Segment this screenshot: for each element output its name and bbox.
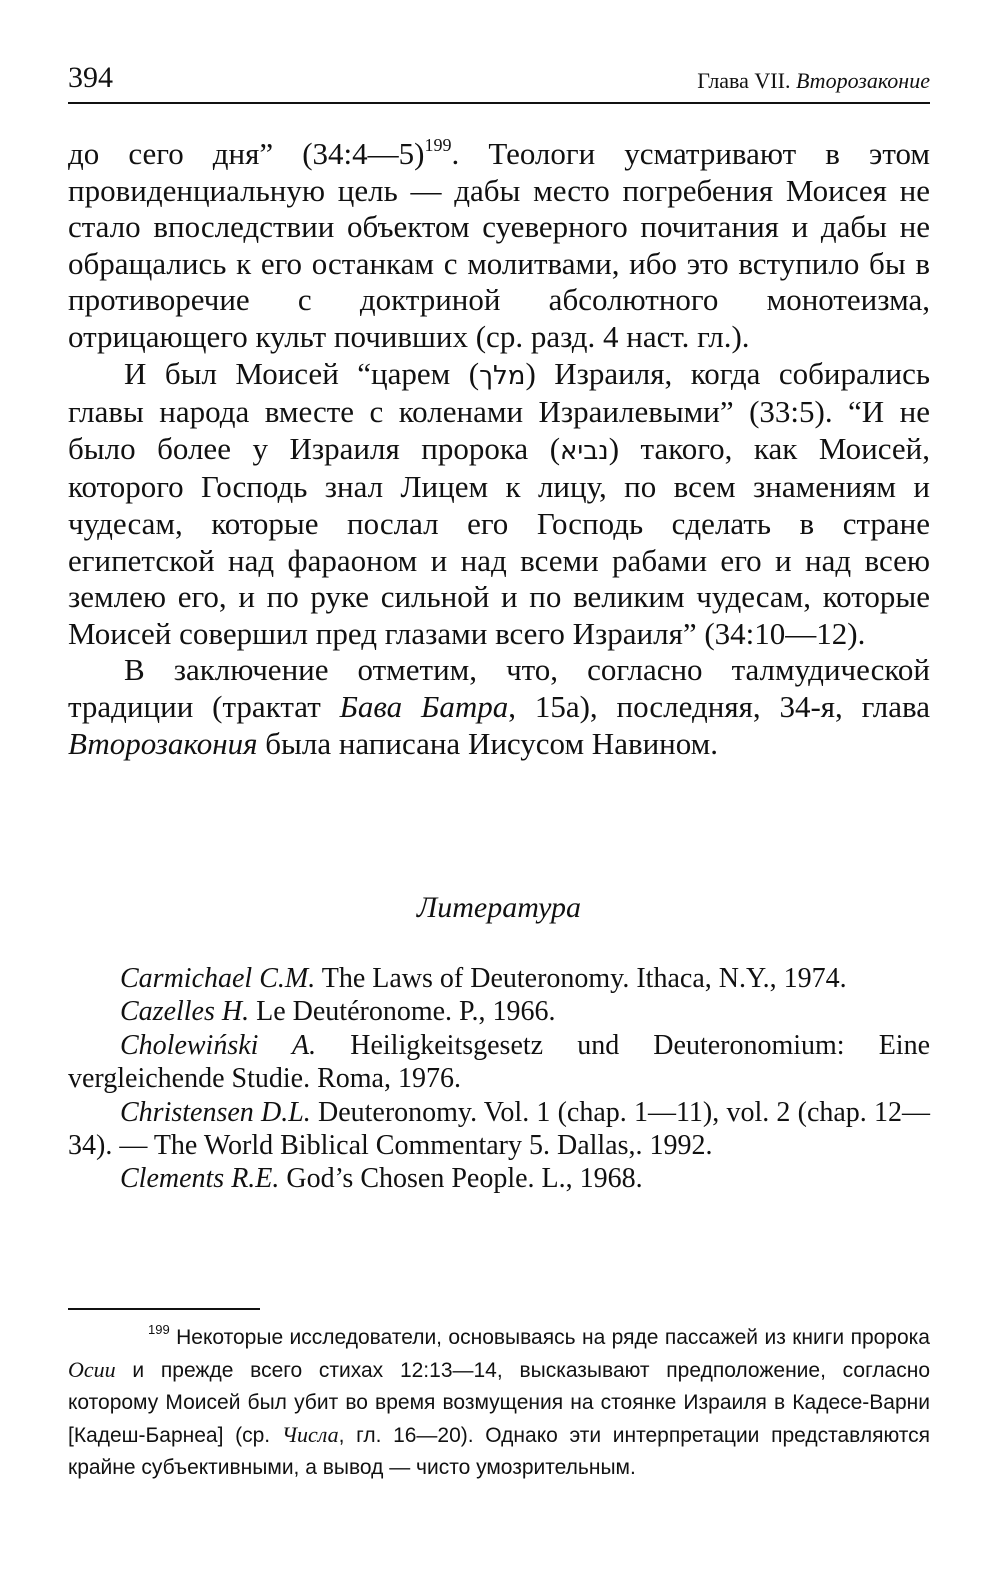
reference-text: Heiligkeitsgesetz und Deuteronomium: Eine vergleichende Studie. Roma, 1976.	[68, 1029, 931, 1095]
book-title: Второзакония	[68, 725, 258, 761]
footnote-text-a: Некоторые исследователи, основываясь на ряде пассажей из книги пророка	[169, 1326, 930, 1349]
reference-text: The Laws of Deuteronomy. Ithaca, N.Y., 1974.	[315, 963, 847, 994]
paragraph-2-part-b: ) Израиля, когда собирались главы народа вместе с коленами Израилевыми” (33:5). “И не было более у Израиля пророка (	[68, 355, 930, 466]
footnote-book-hosea: Осии	[68, 1357, 116, 1382]
footnote-text-c: , гл. 16—20). Однако эти интерпретации представляются крайне субъективными, а вывод — чисто умозрительным.	[68, 1424, 931, 1479]
reference-item	[68, 995, 930, 1028]
footnote-paragraph	[68, 1322, 930, 1484]
reference-item	[68, 962, 930, 995]
reference-text: God’s Chosen People. L., 1968.	[279, 1163, 643, 1195]
reference-author: Cazelles H.	[120, 996, 250, 1028]
reference-text: Le Deutéronome. P., 1966.	[249, 996, 556, 1028]
paragraph-2-part-a: И был Моисей “царем (	[124, 355, 480, 391]
footnote-book-numbers: Числа	[281, 1422, 339, 1447]
footnote-reference[interactable]: 199	[424, 135, 452, 155]
paragraph-2-part-c: ) такого, как Моисей, которого Господь знал Лицем к лицу, по всем знамениям и чудесам, которые послал его Господь сделать в стране египетской над фараоном и над всеми рабами его и над всею землею его, и по руке сильной и по великим чудесам, которые Моисей совершил пред глазами всего Израиля” (34:10—12).	[68, 430, 930, 651]
paragraph-3-part-b: , 15а), последняя, 34-я, глава	[508, 688, 931, 724]
reference-list	[68, 962, 930, 1196]
literature-heading: Литература	[416, 891, 582, 924]
hebrew-word-melech: מלך	[479, 360, 526, 391]
reference-item	[68, 1029, 930, 1096]
reference-text: Deuteronomy. Vol. 1 (chap. 1—11), vol. 2 (chap. 12—34). — The World Biblical Commentary 5. Dallas,. 1992.	[68, 1096, 931, 1162]
footnote-divider	[68, 1308, 260, 1310]
chapter-label: Глава VII.	[697, 68, 791, 93]
reference-author: Cholewiński A.	[120, 1029, 317, 1061]
paragraph-3-part-a: В заключение отметим, что, согласно талмудической традиции (трактат	[68, 652, 930, 724]
reference-author: Christensen D.L.	[120, 1096, 311, 1128]
paragraph-1-continuation: . Теологи усматривают в этом провиденциальную цель — дабы место погребения Моисея не стало впоследствии объектом суеверного почитания и дабы не обращались к его останкам с молитвами, ибо это вступило бы в противоречие с доктриной абсолютного монотеизма, отрицающего культ почивших (ср. разд. 4 наст. гл.).	[68, 136, 930, 354]
footnote-text-b: и прежде всего стихах 12:13—14, высказывают предположение, согласно которому Моисей был убит во время возмущения на стоянке Израиля в Кадесе-Варни [Кадеш-Барнеа] (ср.	[68, 1359, 930, 1447]
hebrew-word-navi: נביא	[560, 435, 609, 466]
running-title	[697, 66, 930, 96]
paragraph-1	[68, 136, 930, 356]
chapter-title: Второзаконие	[795, 68, 930, 93]
page-number: 394	[68, 61, 113, 94]
paragraph-3	[68, 652, 930, 762]
reference-item	[68, 1096, 930, 1163]
footnote	[68, 1322, 930, 1484]
running-header	[68, 58, 930, 104]
paragraph-1-text: до сего дня” (34:4—5)	[68, 136, 425, 171]
reference-author: Clements R.E.	[120, 1163, 280, 1195]
paragraph-2	[68, 356, 930, 653]
paragraph-3-part-c: была написана Иисусом Навином.	[257, 725, 719, 761]
tractate-title: Бава Батра	[339, 688, 509, 724]
footnote-number: 199	[148, 1322, 170, 1337]
reference-author: Carmichael C.M.	[120, 963, 316, 994]
main-text	[68, 136, 930, 762]
reference-item	[68, 1162, 930, 1195]
